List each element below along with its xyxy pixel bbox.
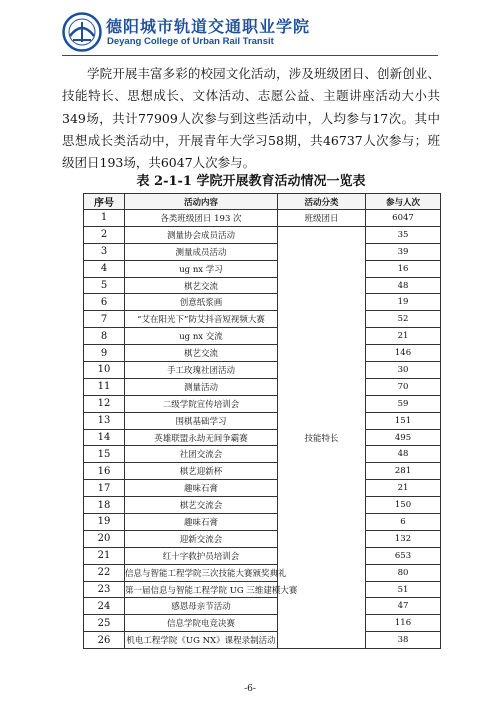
activity-name: 红十字救护员培训会 xyxy=(125,547,278,564)
school-name-english: Deyang College of Urban Rail Transit xyxy=(107,36,274,47)
header-no: 序号 xyxy=(84,194,125,210)
header-category: 活动分类 xyxy=(278,194,366,210)
activity-name: 感恩母亲节活动 xyxy=(125,598,278,615)
activity-table xyxy=(83,193,441,649)
table-row xyxy=(84,429,441,446)
row-number: 7 xyxy=(84,311,125,328)
participant-count: 6047 xyxy=(366,210,441,227)
table-row xyxy=(84,463,441,480)
row-number: 17 xyxy=(84,480,125,497)
page-header xyxy=(62,10,442,56)
activity-name: 机电工程学院《UG NX》课程录制活动 xyxy=(125,632,278,649)
table-row xyxy=(84,311,441,328)
participant-count: 52 xyxy=(366,311,441,328)
row-number: 19 xyxy=(84,514,125,531)
header-name: 活动内容 xyxy=(125,194,278,210)
participant-count: 80 xyxy=(366,564,441,581)
table-row xyxy=(84,598,441,615)
participant-count: 30 xyxy=(366,362,441,379)
row-number: 2 xyxy=(84,226,125,243)
table-row xyxy=(84,210,441,227)
participant-count: 70 xyxy=(366,378,441,395)
activity-name: 趣味石膏 xyxy=(125,480,278,497)
participant-count: 146 xyxy=(366,345,441,362)
row-number: 18 xyxy=(84,497,125,514)
table-row xyxy=(84,581,441,598)
table-row xyxy=(84,615,441,632)
activity-name: 英雄联盟永劫无间争霸赛 xyxy=(125,429,278,446)
header-count: 参与人次 xyxy=(366,194,441,210)
table-row xyxy=(84,564,441,581)
participant-count: 39 xyxy=(366,243,441,260)
table-row xyxy=(84,345,441,362)
table-row xyxy=(84,547,441,564)
participant-count: 151 xyxy=(366,412,441,429)
college-logo-icon xyxy=(62,12,102,52)
table-row xyxy=(84,480,441,497)
activity-name: “艾在阳光下”防艾抖音短视频大赛 xyxy=(125,311,278,328)
participant-count: 48 xyxy=(366,446,441,463)
table-row xyxy=(84,395,441,412)
row-number: 12 xyxy=(84,395,125,412)
school-name-chinese: 德阳城市轨道交通职业学院 xyxy=(106,17,311,36)
row-number: 1 xyxy=(84,210,125,227)
activity-name: ug nx 交流 xyxy=(125,328,278,345)
participant-count: 21 xyxy=(366,328,441,345)
row-number: 23 xyxy=(84,581,125,598)
activity-name: 测量成员活动 xyxy=(125,243,278,260)
row-number: 10 xyxy=(84,362,125,379)
row-number: 13 xyxy=(84,412,125,429)
participant-count: 35 xyxy=(366,226,441,243)
row-number: 16 xyxy=(84,463,125,480)
participant-count: 281 xyxy=(366,463,441,480)
table-row xyxy=(84,243,441,260)
activity-name: 迎新交流会 xyxy=(125,530,278,547)
table-row xyxy=(84,446,441,463)
activity-name: 信息与智能工程学院三次技能大赛颁奖典礼 xyxy=(125,564,278,581)
activity-name: 测量协会成员活动 xyxy=(125,226,278,243)
table-body xyxy=(84,210,441,649)
row-number: 11 xyxy=(84,378,125,395)
activity-name: 创意纸浆画 xyxy=(125,294,278,311)
participant-count: 132 xyxy=(366,530,441,547)
row-number: 14 xyxy=(84,429,125,446)
activity-name: 第一届信息与智能工程学院 UG 三维建模大赛 xyxy=(125,581,278,598)
table-row xyxy=(84,378,441,395)
activity-name: 各类班级团日 193 次 xyxy=(125,210,278,227)
activity-name: 手工玫瑰社团活动 xyxy=(125,362,278,379)
row-number: 25 xyxy=(84,615,125,632)
participant-count: 19 xyxy=(366,294,441,311)
row-number: 26 xyxy=(84,632,125,649)
participant-count: 653 xyxy=(366,547,441,564)
participant-count: 16 xyxy=(366,260,441,277)
activity-name: 棋艺交流 xyxy=(125,345,278,362)
row-number: 22 xyxy=(84,564,125,581)
participant-count: 51 xyxy=(366,581,441,598)
activity-name: 棋艺交流 xyxy=(125,277,278,294)
row-number: 21 xyxy=(84,547,125,564)
header-divider xyxy=(62,55,438,56)
participant-count: 38 xyxy=(366,632,441,649)
table-caption: 表 2-1-1 学院开展教育活动情况一览表 xyxy=(136,174,366,189)
row-number: 20 xyxy=(84,530,125,547)
activity-name: 二级学院宣传培训会 xyxy=(125,395,278,412)
participant-count: 150 xyxy=(366,497,441,514)
activity-name: 测量活动 xyxy=(125,378,278,395)
page-number: -6- xyxy=(244,684,256,694)
activity-name: 围棋基础学习 xyxy=(125,412,278,429)
table-row xyxy=(84,294,441,311)
row-number: 4 xyxy=(84,260,125,277)
table-row xyxy=(84,260,441,277)
table-header-row xyxy=(84,194,441,210)
activity-name: 棋艺交流会 xyxy=(125,497,278,514)
activity-name: 社团交流会 xyxy=(125,446,278,463)
activity-category: 班级团日 xyxy=(278,210,366,227)
participant-count: 48 xyxy=(366,277,441,294)
table-row xyxy=(84,362,441,379)
participant-count: 495 xyxy=(366,429,441,446)
participant-count: 6 xyxy=(366,514,441,531)
table-row xyxy=(84,497,441,514)
table-row xyxy=(84,226,441,243)
table-row xyxy=(84,514,441,531)
row-number: 15 xyxy=(84,446,125,463)
row-number: 9 xyxy=(84,345,125,362)
activity-name: 信息学院电竞决赛 xyxy=(125,615,278,632)
table-row xyxy=(84,328,441,345)
row-number: 8 xyxy=(84,328,125,345)
table-row xyxy=(84,412,441,429)
row-number: 5 xyxy=(84,277,125,294)
row-number: 6 xyxy=(84,294,125,311)
table-row xyxy=(84,277,441,294)
intro-paragraph: 学院开展丰富多彩的校园文化活动，涉及班级团日、创新创业、技能特长、思想成长、文体活动、志愿公益、主题讲座活动大小共349场，共计77909人次参与到这些活动中，人均参与17次。其中思想成长类活动中，开展青年大学习58期，共46737人次参与；班级团日193场，共6047人次参与。 xyxy=(62,66,440,171)
participant-count: 116 xyxy=(366,615,441,632)
table-row xyxy=(84,530,441,547)
activity-category-merged: 技能特长 xyxy=(278,226,366,648)
activity-name: 棋艺迎新杯 xyxy=(125,463,278,480)
row-number: 3 xyxy=(84,243,125,260)
participant-count: 47 xyxy=(366,598,441,615)
participant-count: 21 xyxy=(366,480,441,497)
activity-name: ug nx 学习 xyxy=(125,260,278,277)
row-number: 24 xyxy=(84,598,125,615)
participant-count: 59 xyxy=(366,395,441,412)
activity-name: 趣味石膏 xyxy=(125,514,278,531)
table-row xyxy=(84,632,441,649)
